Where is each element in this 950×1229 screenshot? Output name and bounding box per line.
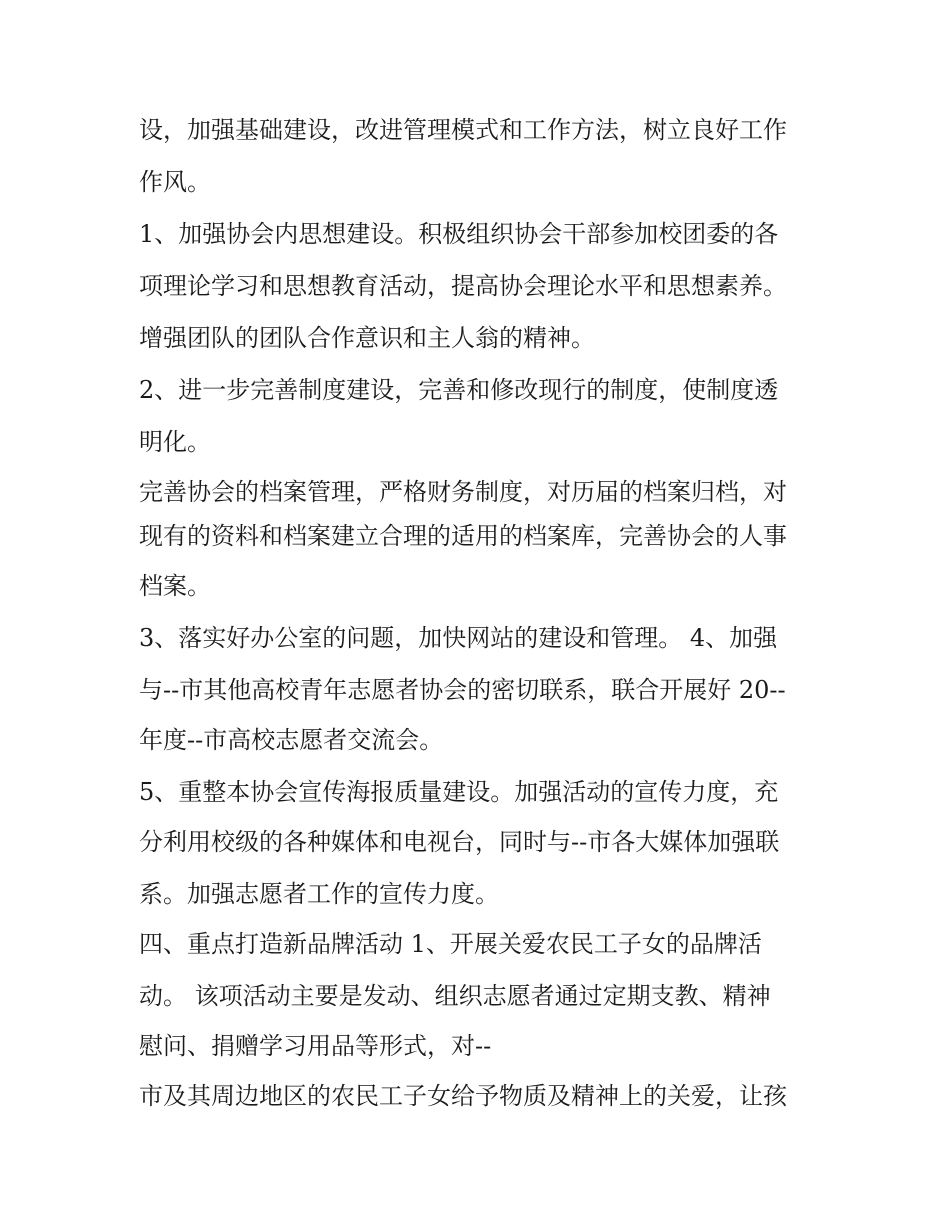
text-line: 动。 该项活动主要是发动、组织志愿者通过定期支教、精神 [139,982,771,1010]
text-line: 分利用校级的各种媒体和电视台，同时与--市各大媒体加强联 [139,828,780,856]
text-line: 档案。 [139,572,211,600]
text-line: 5、重整本协会宣传海报质量建设。加强活动的宣传力度，充 [139,778,779,806]
text-line: 四、重点打造新品牌活动 1、开展关爱农民工子女的品牌活 [139,930,762,958]
text-line: 3、落实好办公室的问题，加快网站的建设和管理。 4、加强 [139,624,778,652]
text-line: 作风。 [139,168,211,196]
text-line: 年度--市高校志愿者交流会。 [139,726,444,754]
text-line: 明化。 [139,428,211,456]
text-line: 系。加强志愿者工作的宣传力度。 [139,880,499,908]
text-line: 设，加强基础建设，改进管理模式和工作方法，树立良好工作 [139,116,787,144]
text-line: 与--市其他高校青年志愿者协会的密切联系，联合开展好 20-- [139,676,786,704]
text-line: 现有的资料和档案建立合理的适用的档案库，完善协会的人事 [139,522,787,550]
text-line: 项理论学习和思想教育活动，提高协会理论水平和思想素养。 [139,272,787,300]
text-line: 完善协会的档案管理，严格财务制度，对历届的档案归档，对 [139,478,787,506]
text-line: 增强团队的团队合作意识和主人翁的精神。 [139,324,595,352]
text-line: 慰问、捐赠学习用品等形式，对-- [139,1032,492,1060]
text-line: 市及其周边地区的农民工子女给予物质及精神上的关爱，让孩 [139,1082,787,1110]
text-line: 2、进一步完善制度建设，完善和修改现行的制度，使制度透 [139,376,779,404]
text-line: 1、加强协会内思想建设。积极组织协会干部参加校团委的各 [139,220,779,248]
